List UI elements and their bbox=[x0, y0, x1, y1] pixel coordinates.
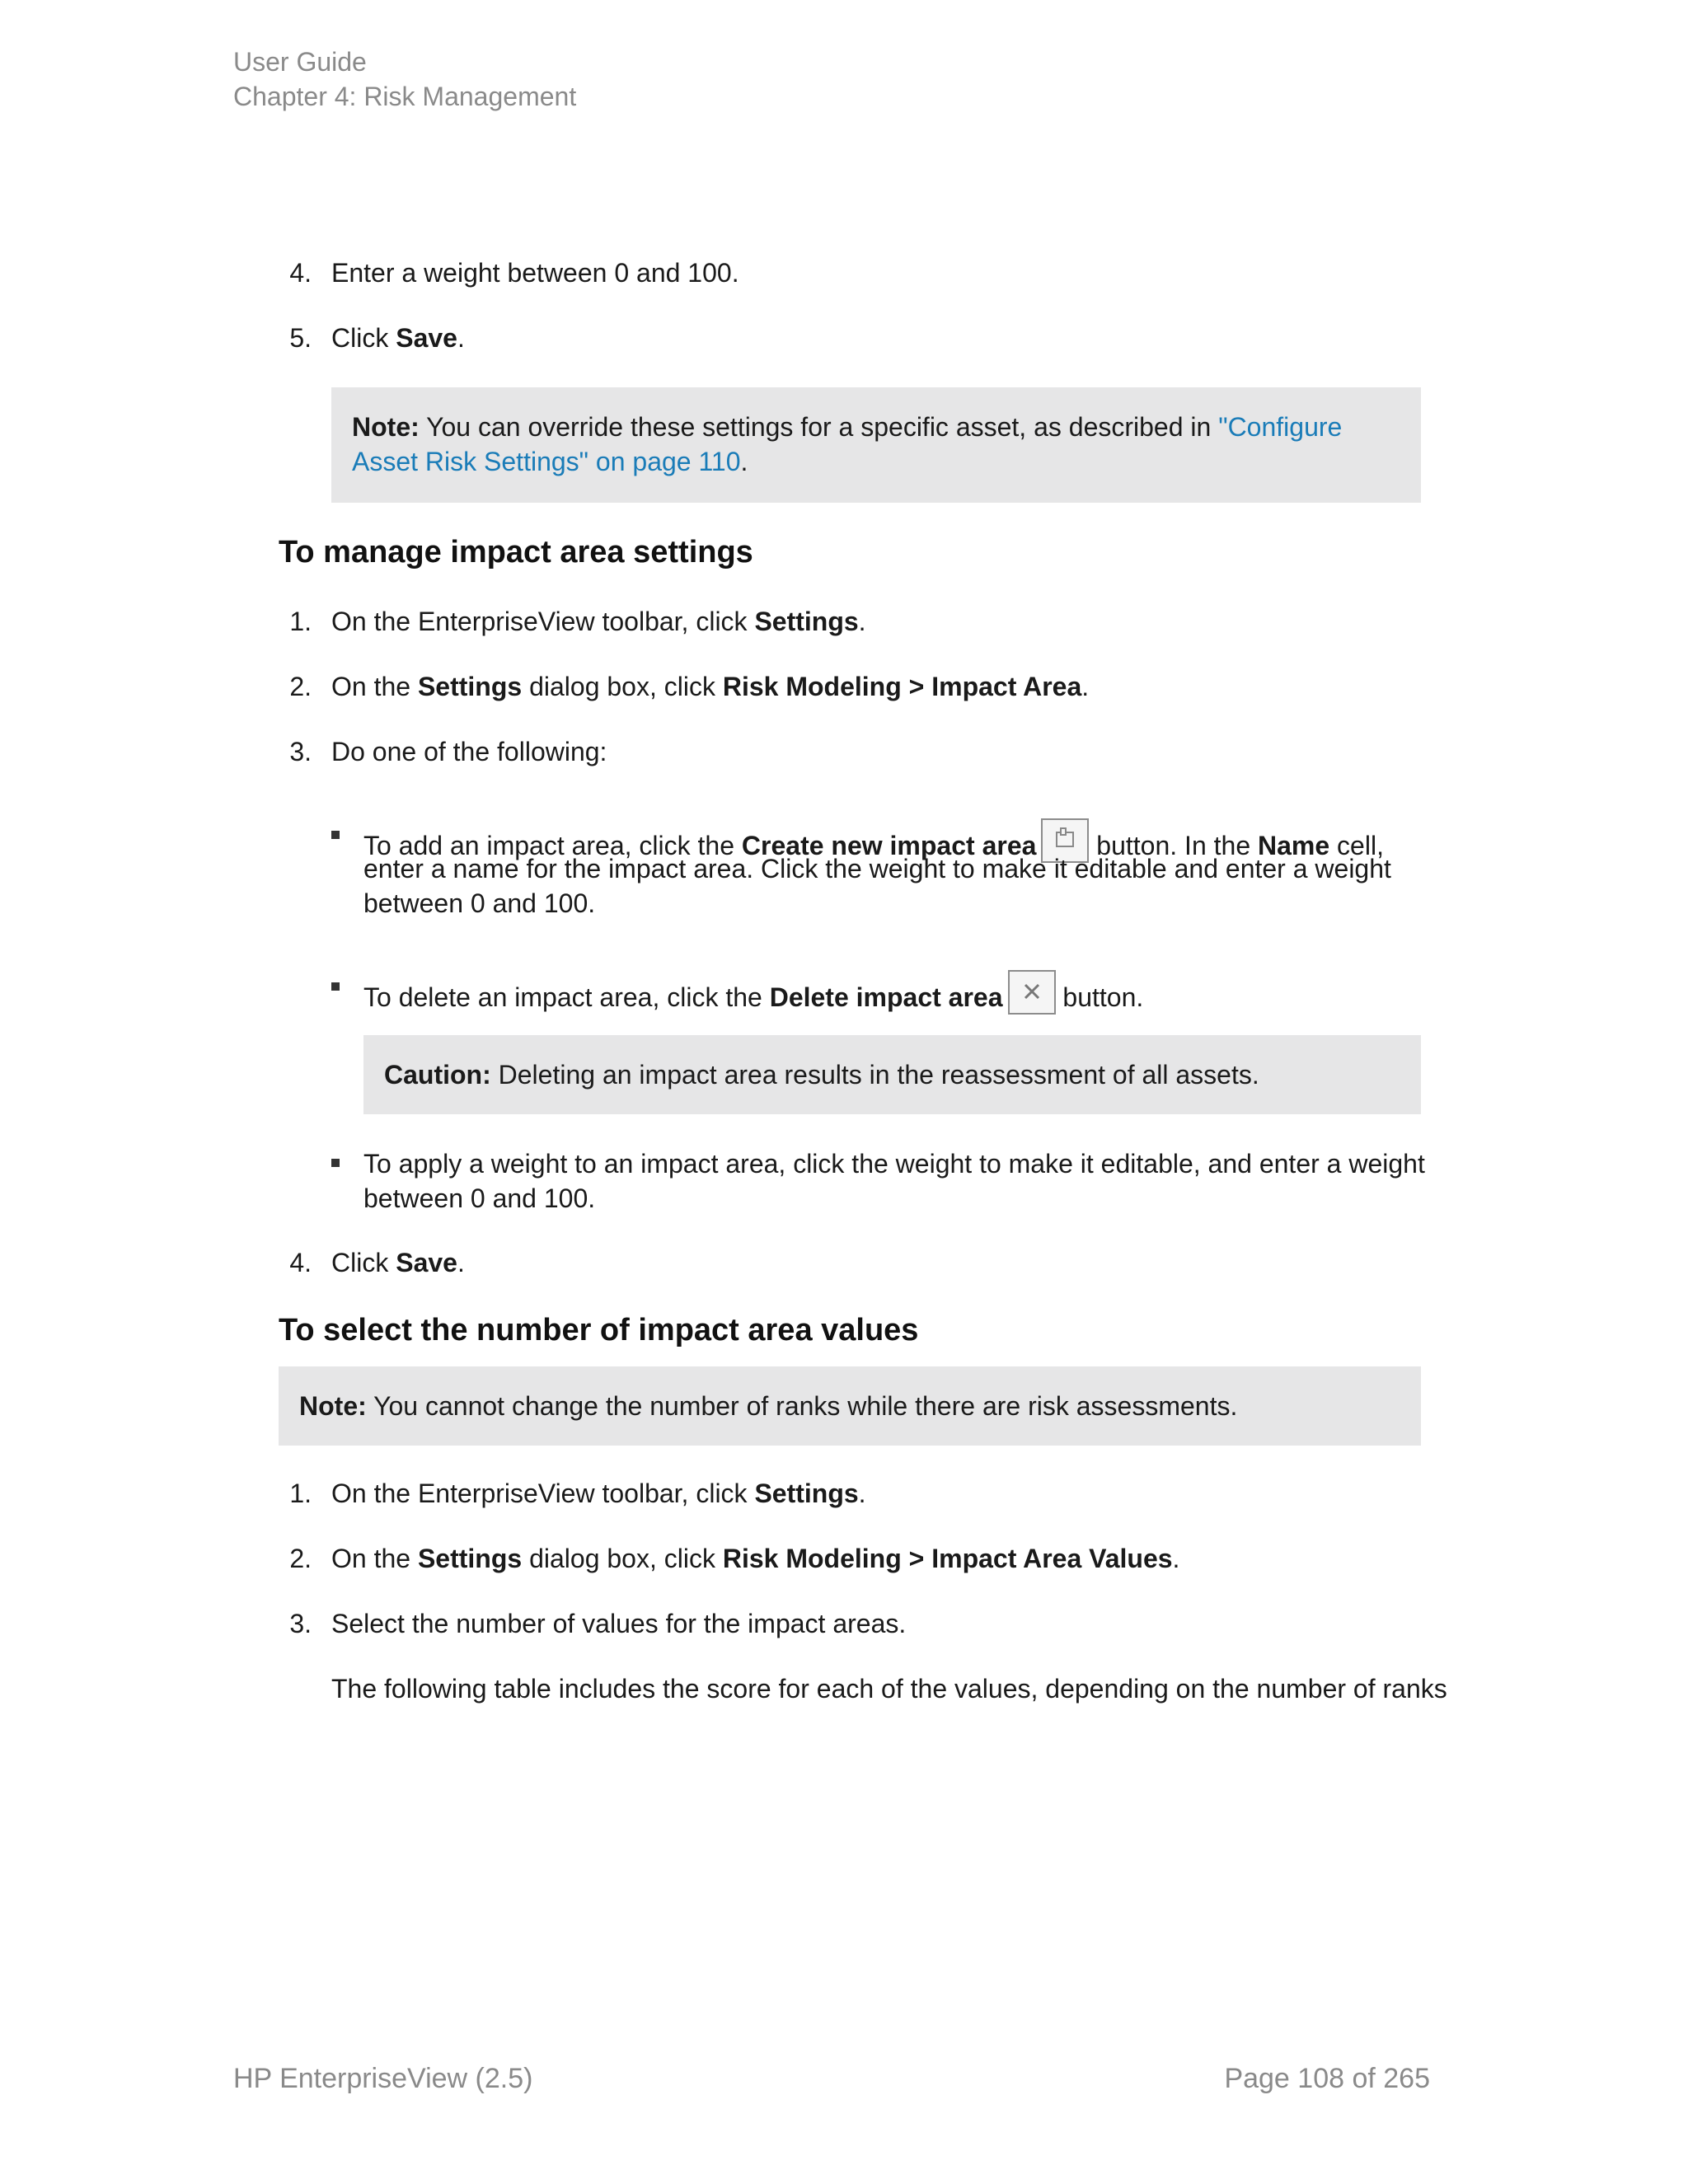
step-text: On the Settings dialog box, click Risk Modeling > Impact Area. bbox=[331, 672, 1090, 701]
bullet-marker bbox=[331, 982, 340, 991]
step-number: 4. bbox=[289, 258, 312, 288]
step-text: On the EnterpriseView toolbar, click Settings. bbox=[331, 607, 866, 636]
bullet-marker bbox=[331, 1159, 340, 1167]
step-number: 2. bbox=[289, 672, 312, 701]
bullet-text: To apply a weight to an impact area, click the weight to make it editable, and enter a weight bbox=[363, 1149, 1425, 1179]
section-heading: To manage impact area settings bbox=[279, 535, 753, 569]
step-number: 3. bbox=[289, 737, 312, 766]
configure-asset-link[interactable]: "Configure bbox=[1218, 412, 1343, 442]
step-number: 1. bbox=[289, 607, 312, 636]
bullet-marker bbox=[331, 831, 340, 839]
step-text: Click Save. bbox=[331, 323, 465, 353]
note-text: Note: You can override these settings for a specific asset, as described in "Configure bbox=[352, 412, 1343, 442]
section-heading: To select the number of impact area values bbox=[279, 1313, 919, 1347]
step-text: Click Save. bbox=[331, 1248, 465, 1277]
step-text: Enter a weight between 0 and 100. bbox=[331, 258, 739, 288]
step-number: 3. bbox=[289, 1609, 312, 1638]
bullet-text-line2: enter a name for the impact area. Click the weight to make it editable and enter a weight bbox=[363, 854, 1391, 883]
step-text: Do one of the following: bbox=[331, 737, 607, 766]
step-number: 1. bbox=[289, 1479, 312, 1508]
bullet-text-line3: between 0 and 100. bbox=[363, 888, 596, 918]
bullet-text: To delete an impact area, click the Delete impact area button. bbox=[363, 970, 1143, 1015]
close-icon bbox=[1008, 970, 1056, 1015]
note-text: Note: You cannot change the number of ranks while there are risk assessments. bbox=[299, 1391, 1238, 1421]
bullet-text-line2: between 0 and 100. bbox=[363, 1183, 596, 1213]
header-chapter: Chapter 4: Risk Management bbox=[233, 82, 577, 111]
step-number: 4. bbox=[289, 1248, 312, 1277]
step-number: 5. bbox=[289, 323, 312, 353]
paragraph: The following table includes the score for each of the values, depending on the number of ranks bbox=[331, 1674, 1447, 1704]
step-text: On the EnterpriseView toolbar, click Settings. bbox=[331, 1479, 866, 1508]
step-number: 2. bbox=[289, 1544, 312, 1573]
step-text: Select the number of values for the impact areas. bbox=[331, 1609, 907, 1638]
note-text-line2: Asset Risk Settings" on page 110. bbox=[352, 447, 748, 476]
step-text: On the Settings dialog box, click Risk Modeling > Impact Area Values. bbox=[331, 1544, 1180, 1573]
footer-page-number: Page 108 of 265 bbox=[1224, 2063, 1430, 2094]
configure-asset-link-cont[interactable]: Asset Risk Settings" on page 110 bbox=[352, 447, 741, 476]
bullet-text: To add an impact area, click the Create new impact area button. In the Name cell, bbox=[363, 818, 1384, 863]
header-title: User Guide bbox=[233, 47, 367, 77]
footer-product: HP EnterpriseView (2.5) bbox=[233, 2063, 533, 2094]
caution-text: Caution: Deleting an impact area results in the reassessment of all assets. bbox=[384, 1060, 1259, 1090]
